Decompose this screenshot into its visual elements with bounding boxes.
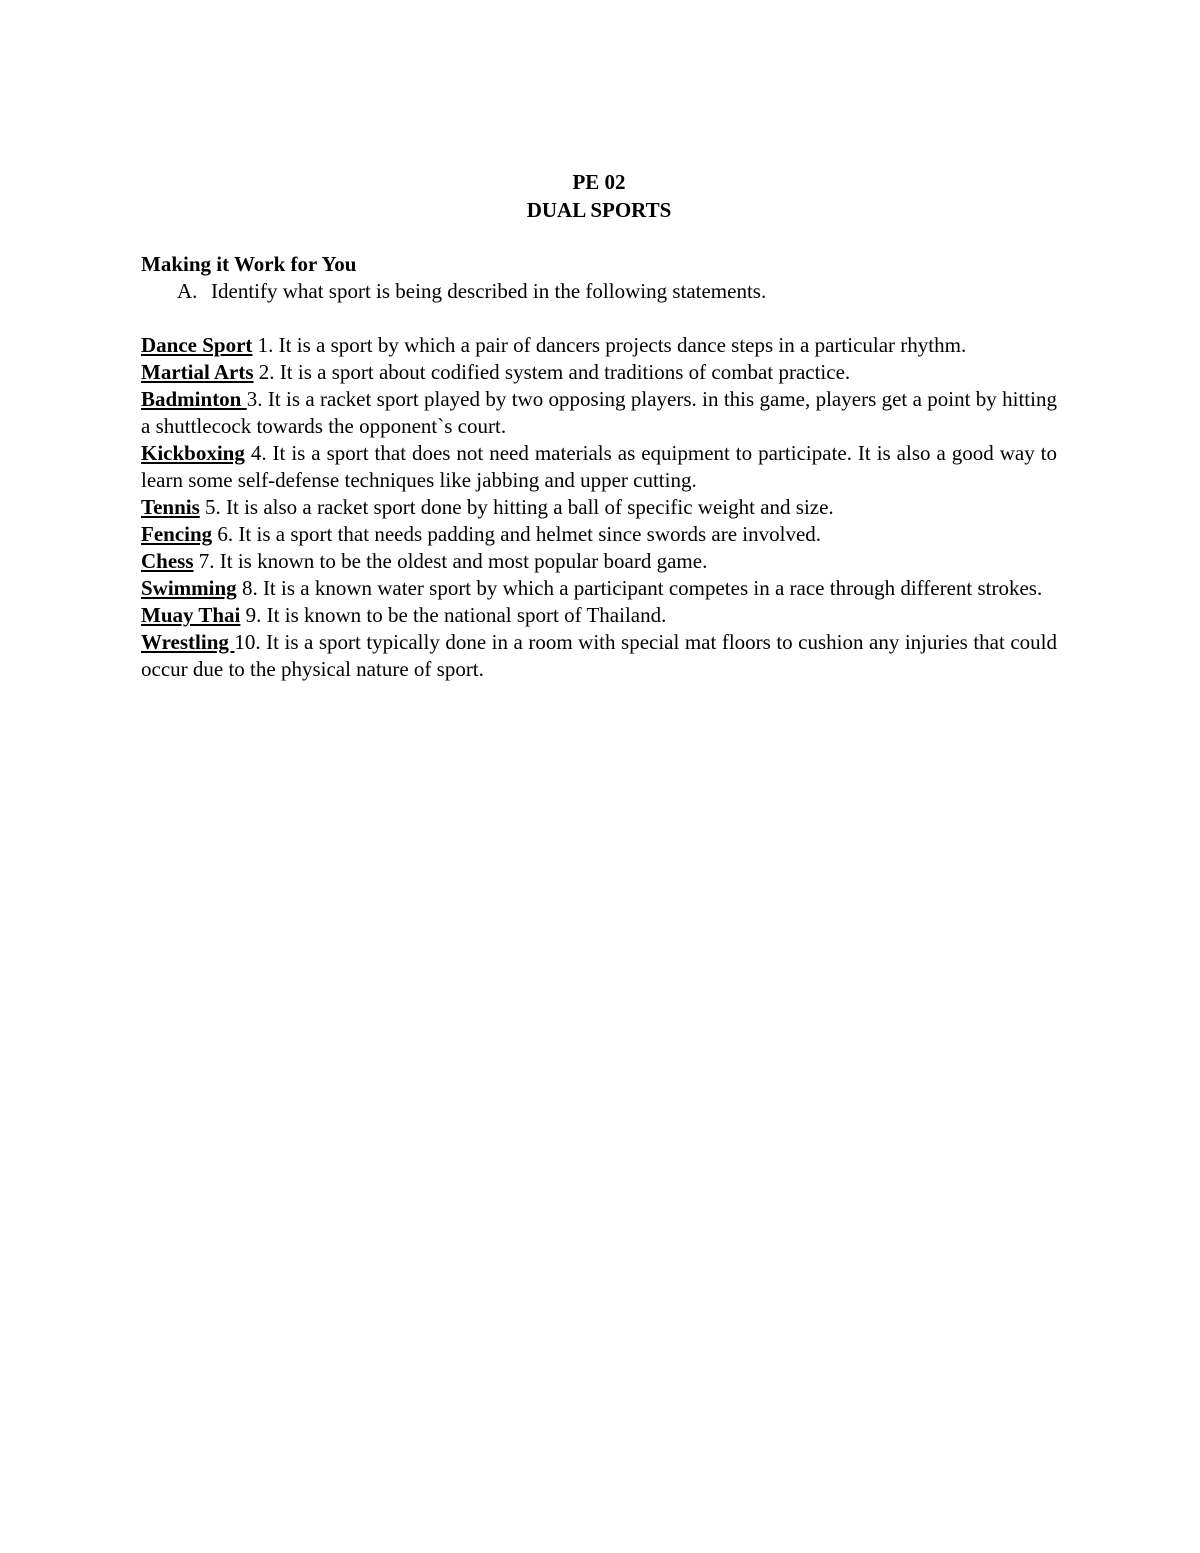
list-item bbox=[141, 575, 1057, 602]
statement-text: 9. It is known to be the national sport of Thailand. bbox=[240, 603, 667, 627]
section-heading: Making it Work for You bbox=[141, 252, 357, 276]
statement-text: 10. It is a sport typically done in a room with special mat floors to cushion any injuries that could occur due to the physical nature of sport. bbox=[141, 630, 1057, 681]
list-item bbox=[141, 548, 1057, 575]
answer-label: Muay Thai bbox=[141, 603, 241, 627]
list-item bbox=[141, 332, 1057, 359]
answer-label: Wrestling bbox=[141, 630, 235, 654]
list-item bbox=[141, 629, 1057, 683]
list-item bbox=[141, 521, 1057, 548]
answer-label: Swimming bbox=[141, 576, 237, 600]
instruction-item bbox=[177, 278, 1057, 305]
answer-label: Martial Arts bbox=[141, 360, 254, 384]
list-item bbox=[141, 602, 1057, 629]
instruction-marker: A. bbox=[177, 279, 198, 303]
statement-text: 8. It is a known water sport by which a participant competes in a race through different strokes. bbox=[236, 576, 1043, 600]
document-title: DUAL SPORTS bbox=[526, 198, 672, 222]
instruction-text: Identify what sport is being described in the following statements. bbox=[211, 279, 767, 303]
statement-text: 2. It is a sport about codified system and traditions of combat practice. bbox=[253, 360, 851, 384]
answer-label: Dance Sport bbox=[141, 333, 253, 357]
answer-label: Tennis bbox=[141, 495, 200, 519]
statement-text: 5. It is also a racket sport done by hitting a ball of specific weight and size. bbox=[199, 495, 834, 519]
statement-text: 1. It is a sport by which a pair of dancers projects dance steps in a particular rhythm. bbox=[252, 333, 967, 357]
answer-label: Kickboxing bbox=[141, 441, 245, 465]
course-code: PE 02 bbox=[572, 170, 626, 194]
statement-text: 7. It is known to be the oldest and most popular board game. bbox=[193, 549, 708, 573]
list-item bbox=[141, 494, 1057, 521]
answer-label: Fencing bbox=[141, 522, 213, 546]
spacer bbox=[141, 224, 1057, 250]
statement-text: 6. It is a sport that needs padding and helmet since swords are involved. bbox=[212, 522, 822, 546]
document-content bbox=[141, 168, 1057, 683]
answer-label: Chess bbox=[141, 549, 194, 573]
list-item bbox=[141, 440, 1057, 494]
answer-list bbox=[141, 332, 1057, 683]
answer-label: Badminton bbox=[141, 387, 247, 411]
statement-text: 4. It is a sport that does not need materials as equipment to participate. It is also a good way to learn some self-defense techniques like jabbing and upper cutting. bbox=[141, 441, 1057, 492]
list-item bbox=[141, 359, 1057, 386]
statement-text: 3. It is a racket sport played by two opposing players. in this game, players get a point by hitting a shuttlecock towards the opponent`s court. bbox=[141, 387, 1057, 438]
list-item bbox=[141, 386, 1057, 440]
